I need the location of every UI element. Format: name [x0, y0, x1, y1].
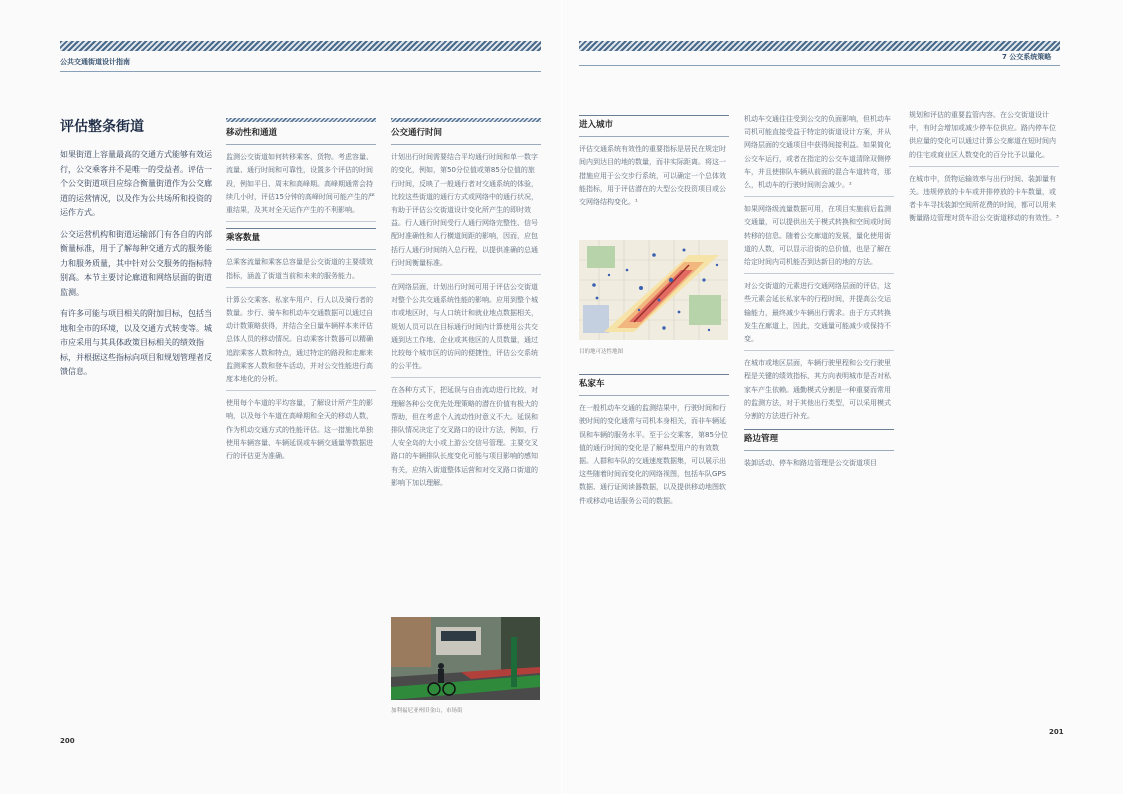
photo-caption: 加利福尼亚州旧金山，市场街 [391, 708, 463, 714]
heading-curb-management: 路边管理 [744, 429, 894, 451]
paragraph: 计算公交乘客、私家车用户、行人以及骑行者的数量。步行、骑车和机动车交通数据可以通过自动计数策略获得，并结合全日量车辆样本来评估总体人员的移动情况。自动乘客计数器可以精确追踪乘客人数和特点，通过特定的路段和走廊来监测乘客人数和登车活动，并对公交性能进行高度本地化的分析。 [226, 294, 376, 391]
paragraph: 使用每个车道的平均容量，了解设计所产生的影响，以及每个车道在高峰期和全天的移动人数，作为机动交通方式的性能评估。这一措施比单独使用车辆容量、车辆延误或车辆交通量等数据进行的评估更为准确。 [226, 399, 373, 461]
heading-transit-time: 公交通行时间 [391, 124, 541, 145]
column-vehicle-traffic [744, 113, 894, 477]
paragraph: 在网络层面，计划出行时间可用于评估公交街道对整个公共交通系统性能的影响。应用到整个城市或地区时，与人口统计和就业地点数据相关，规划人员可以在目标通行时间内计算使用公共交通到达工作地、企业或其他区的人员数量，通过比较每个城市区的访问的便捷性，评估公交系统的公平性。 [391, 281, 541, 378]
accessibility-map-graphic [579, 240, 728, 340]
heading-mobility: 移动性和通道 [226, 124, 376, 145]
section-title: 评估整条街道 [60, 119, 144, 135]
right-page-number: 201 [1049, 728, 1064, 736]
paragraph: 规划和评估的重要监管内容。在公交街道设计中，有时会增加或减少停车位供应。路内停车位供应量的变化可以通过计算公交廊道在短时间内的住宅或商业区人数变化的百分比予以量化。 [909, 109, 1059, 167]
column-access [579, 113, 729, 215]
street-photo-illustration [391, 617, 540, 700]
intro-paragraph: 公交运营机构和街道运输部门有各自的内部衡量标准，用于了解每种交通方式的服务能力和服务质量，其中针对公交服务的指标特别高。本节主要讨论廊道和网络层面的街道监测。 [60, 229, 212, 297]
intro-column [60, 148, 212, 387]
heading-private-car: 私家车 [579, 374, 729, 396]
column-private-car [579, 372, 729, 514]
paragraph: 装卸活动、停车和路边管理是公交街道项目 [744, 459, 877, 468]
paragraph: 计划出行时间需要结合平均通行时间和单一数字的变化，例如，第50分位值或第85分位值的旅行时间，反映了一般通行者对交通系统的体验，比较这些街道的通行方式或网络中的通行状况，有助于评估公交街道设计变化所产生的即时效益。行人通行时间受行人通行网络完整性、信号配时准确性和人行横道间距的影响，因而，应包括行人通行时间纳入总行程，以提供准确的总通行时间衡量标准。 [391, 151, 541, 275]
section-hatch [391, 118, 541, 122]
section-hatch [226, 118, 376, 122]
left-page-number: 200 [60, 737, 75, 745]
heading-ridership: 乘客数量 [226, 228, 376, 250]
right-header-hatch [579, 41, 1060, 51]
paragraph: 在一般机动车交通的监测结果中，行驶时间和行驶时间的变化通常与司机本身相关，而非车辆延误和车辆的服务水平。至于公交乘客，第85分位值的通行时间的变化是了解典型用户的有效数据。人群和车队的交通速度数据集，可以展示出这些随着时间而变化的网络视图，包括车队GPS数据、通行证阅读器数据，以及提供移动地图软件或移动电话服务公司的数据。 [579, 404, 728, 505]
paragraph: 评估交通系统有效性的重要指标是居民在规定时间内到达目的地的数量，而非实际距离。将这一措施应用于公交步行系统，可以确定一个总体效能指标，用于评估潜在的大型公交投资项目或公交网络结构变化。¹ [579, 145, 726, 207]
paragraph: 在城市或地区层面，车辆行驶里程和公交行驶里程是关键的绩效指标，其方向表明城市是否对私家车产生依赖。通勤模式分割是一种重要而常用的监测方法，对于其他出行类型，可以采用模式分割的方法进行补充。 [744, 359, 891, 421]
paragraph: 对公交街道的元素进行交通网络层面的评估，这些元素会延长私家车的行程时间，并提高公交运输能力，最终减少车辆出行需求。由于方式转换发生在廊道上，因此，交通量可能减少或保持不变。 [744, 280, 894, 351]
heading-access: 进入城市 [579, 115, 729, 137]
column-travel-time [391, 118, 541, 496]
intro-paragraph: 如果街道上容量最高的交通方式能够有效运行，公交乘客并不是唯一的受益者。评估一个公交街道项目应综合衡量街道作为公交廊道的运营情况，以及作为公共场所和投资的运作方式。 [60, 150, 212, 217]
paragraph: 在城市中，货物运输效率与出行时间、装卸量有关。违规停放的卡车或并排停放的卡车数量，或者卡车寻找装卸空间所花费的时间，都可以用来衡量路边管理对货车沿公交街道移动的有效性。³ [909, 174, 1059, 223]
left-header-hatch [60, 41, 541, 51]
street-photo [391, 617, 540, 700]
column-curb-continued [909, 109, 1059, 232]
paragraph: 总乘客流量和乘客总容量是公交街道的主要绩效指标，涵盖了街道当前和未来的服务能力。 [226, 256, 376, 287]
paragraph: 机动车交通往往受到公交的负面影响，但机动车司机可能直接受益于特定的街道设计方案，并从网络层面的交通项目中获得间接利益。如果简化公交车运行，或者在指定的公交车道清除双侧停车，并且使排队车辆从前面的混合车道转弯，那么，机动车的行驶时间则会减少。² [744, 113, 894, 197]
right-running-title: 7 公交系统策略 [1002, 53, 1052, 61]
paragraph: 如果网络级流量数据可用，在项目实施前后监测交通量，可以提供出关于模式转换和空间或时间转移的信息。随着公交廊道的发展，量化使用街道的人数，可以显示沿街的总价值，也是了解在给定时间内司机能否到达新目的地的方法。 [744, 203, 894, 274]
left-header-rule [60, 71, 541, 72]
paragraph: 监测公交街道如何转移乘客、货物。考虑容量、流量、通行时间和可靠性，设置多个评估的时间段，例如平日、周末和高峰期。高峰期通常会持续几小时，评估15分钟的高峰时间可能产生的严重结果，及其对全天运作产生的不利影响。 [226, 151, 376, 222]
map-caption: 目的地可达性地图 [579, 349, 624, 355]
left-running-title: 公共交通街道设计指南 [60, 58, 130, 66]
right-header-rule [579, 65, 1060, 66]
column-mobility [226, 118, 376, 469]
intro-paragraph: 有许多可能与项目相关的附加目标，包括当地和全市的环境，以及交通方式转变等。城市应采用与其具体政策目标相关的绩效指标，并根据这些指标向项目和规划管理者反馈信息。 [60, 309, 212, 376]
accessibility-map [579, 240, 728, 340]
paragraph: 在各种方式下，把延误与自由流动进行比较，对理解各种公交优先处理策略的潜在价值有极大的帮助，但在考虑个人流动性时意义不大。延误和排队情况决定了交叉路口的设计方法，例如，行人安全岛的大小或上游公交信号管理。主要交叉路口的车辆排队长度变化可能与项目影响的感知有关，应纳入街道整体运营和对交叉路口街道的影响下加以理解。 [391, 386, 538, 487]
